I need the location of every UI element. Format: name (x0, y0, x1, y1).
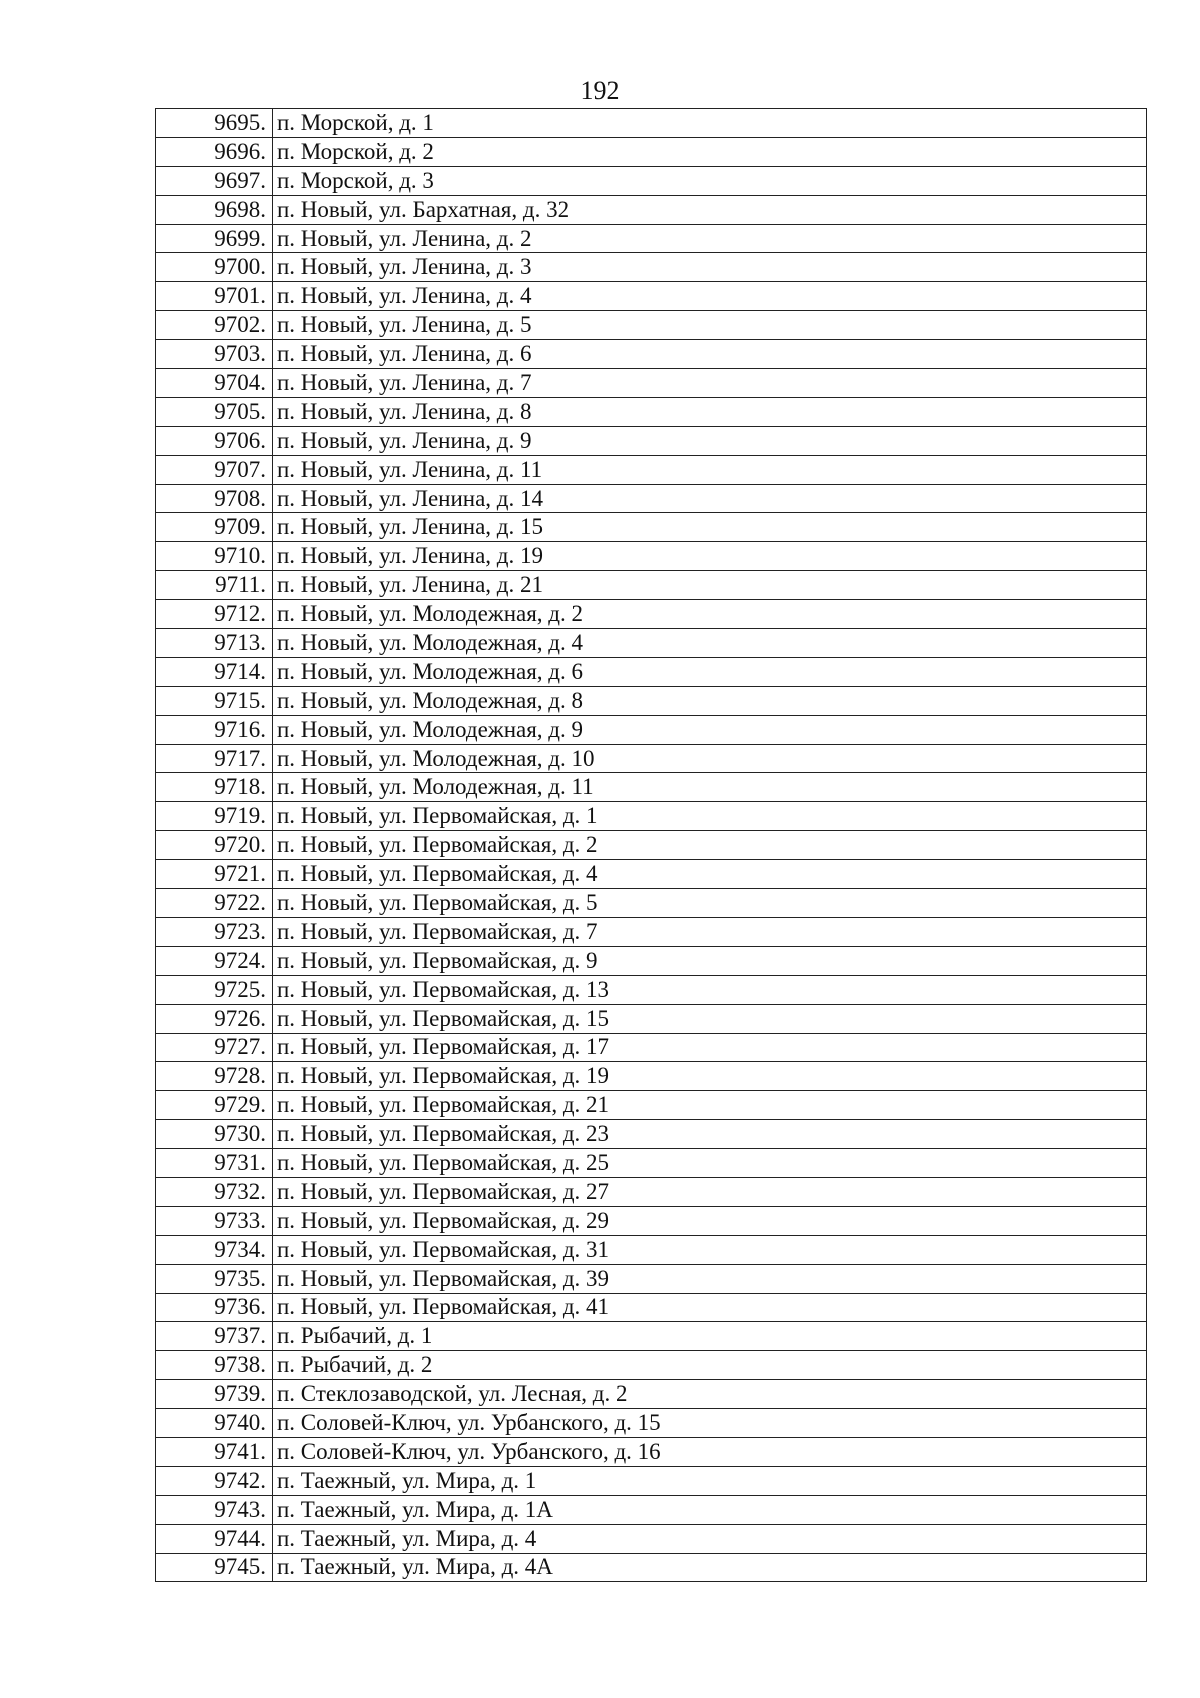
address-cell: п. Стеклозаводской, ул. Лесная, д. 2 (273, 1380, 1147, 1409)
row-number-cell: 9720. (156, 831, 273, 860)
row-number-cell: 9745. (156, 1553, 273, 1582)
address-cell: п. Морской, д. 3 (273, 166, 1147, 195)
table-row (156, 1293, 1147, 1322)
table-row (156, 860, 1147, 889)
row-number-cell: 9733. (156, 1206, 273, 1235)
table-row (156, 1553, 1147, 1582)
address-cell: п. Новый, ул. Первомайская, д. 27 (273, 1177, 1147, 1206)
table-row (156, 340, 1147, 369)
row-number-cell: 9717. (156, 744, 273, 773)
address-cell: п. Новый, ул. Молодежная, д. 4 (273, 629, 1147, 658)
address-cell: п. Новый, ул. Первомайская, д. 21 (273, 1091, 1147, 1120)
table-row (156, 1235, 1147, 1264)
row-number-cell: 9706. (156, 426, 273, 455)
table-row (156, 1409, 1147, 1438)
table-row (156, 1524, 1147, 1553)
address-cell: п. Новый, ул. Молодежная, д. 8 (273, 686, 1147, 715)
address-cell: п. Новый, ул. Ленина, д. 21 (273, 571, 1147, 600)
row-number-cell: 9723. (156, 917, 273, 946)
table-row (156, 109, 1147, 138)
row-number-cell: 9697. (156, 166, 273, 195)
table-row (156, 224, 1147, 253)
address-cell: п. Новый, ул. Молодежная, д. 2 (273, 600, 1147, 629)
address-cell: п. Новый, ул. Ленина, д. 7 (273, 369, 1147, 398)
row-number-cell: 9712. (156, 600, 273, 629)
row-number-cell: 9711. (156, 571, 273, 600)
address-cell: п. Новый, ул. Первомайская, д. 39 (273, 1264, 1147, 1293)
address-cell: п. Новый, ул. Ленина, д. 9 (273, 426, 1147, 455)
table-row (156, 484, 1147, 513)
table-row (156, 426, 1147, 455)
address-cell: п. Новый, ул. Первомайская, д. 1 (273, 802, 1147, 831)
address-table (155, 108, 1147, 1582)
row-number-cell: 9709. (156, 513, 273, 542)
table-row (156, 1466, 1147, 1495)
address-cell: п. Новый, ул. Ленина, д. 15 (273, 513, 1147, 542)
table-row (156, 397, 1147, 426)
address-cell: п. Новый, ул. Ленина, д. 5 (273, 311, 1147, 340)
address-cell: п. Новый, ул. Первомайская, д. 19 (273, 1062, 1147, 1091)
table-row (156, 889, 1147, 918)
table-row (156, 600, 1147, 629)
table-row (156, 975, 1147, 1004)
row-number-cell: 9715. (156, 686, 273, 715)
row-number-cell: 9730. (156, 1120, 273, 1149)
row-number-cell: 9727. (156, 1033, 273, 1062)
row-number-cell: 9726. (156, 1004, 273, 1033)
row-number-cell: 9731. (156, 1149, 273, 1178)
table-row (156, 311, 1147, 340)
address-cell: п. Таежный, ул. Мира, д. 4А (273, 1553, 1147, 1582)
address-cell: п. Новый, ул. Первомайская, д. 9 (273, 946, 1147, 975)
row-number-cell: 9742. (156, 1466, 273, 1495)
table-row (156, 1062, 1147, 1091)
address-cell: п. Новый, ул. Молодежная, д. 9 (273, 715, 1147, 744)
row-number-cell: 9743. (156, 1495, 273, 1524)
table-row (156, 1437, 1147, 1466)
address-cell: п. Новый, ул. Первомайская, д. 17 (273, 1033, 1147, 1062)
table-row (156, 513, 1147, 542)
address-cell: п. Новый, ул. Ленина, д. 4 (273, 282, 1147, 311)
table-row (156, 744, 1147, 773)
table-row (156, 195, 1147, 224)
address-cell: п. Новый, ул. Первомайская, д. 7 (273, 917, 1147, 946)
address-cell: п. Новый, ул. Ленина, д. 8 (273, 397, 1147, 426)
address-cell: п. Таежный, ул. Мира, д. 1 (273, 1466, 1147, 1495)
address-cell: п. Новый, ул. Первомайская, д. 29 (273, 1206, 1147, 1235)
address-cell: п. Соловей-Ключ, ул. Урбанского, д. 15 (273, 1409, 1147, 1438)
address-table-body (156, 109, 1147, 1582)
address-cell: п. Соловей-Ключ, ул. Урбанского, д. 16 (273, 1437, 1147, 1466)
address-cell: п. Новый, ул. Первомайская, д. 2 (273, 831, 1147, 860)
row-number-cell: 9695. (156, 109, 273, 138)
row-number-cell: 9703. (156, 340, 273, 369)
table-row (156, 715, 1147, 744)
row-number-cell: 9716. (156, 715, 273, 744)
address-cell: п. Новый, ул. Первомайская, д. 23 (273, 1120, 1147, 1149)
table-row (156, 946, 1147, 975)
address-cell: п. Таежный, ул. Мира, д. 1А (273, 1495, 1147, 1524)
address-cell: п. Рыбачий, д. 1 (273, 1322, 1147, 1351)
row-number-cell: 9739. (156, 1380, 273, 1409)
address-cell: п. Морской, д. 1 (273, 109, 1147, 138)
row-number-cell: 9704. (156, 369, 273, 398)
table-row (156, 1206, 1147, 1235)
table-row (156, 1120, 1147, 1149)
table-row (156, 137, 1147, 166)
address-cell: п. Новый, ул. Бархатная, д. 32 (273, 195, 1147, 224)
row-number-cell: 9736. (156, 1293, 273, 1322)
row-number-cell: 9710. (156, 542, 273, 571)
address-cell: п. Новый, ул. Ленина, д. 14 (273, 484, 1147, 513)
row-number-cell: 9741. (156, 1437, 273, 1466)
row-number-cell: 9728. (156, 1062, 273, 1091)
row-number-cell: 9707. (156, 455, 273, 484)
row-number-cell: 9744. (156, 1524, 273, 1553)
table-row (156, 1033, 1147, 1062)
table-row (156, 831, 1147, 860)
row-number-cell: 9698. (156, 195, 273, 224)
table-row (156, 282, 1147, 311)
table-row (156, 1149, 1147, 1178)
row-number-cell: 9713. (156, 629, 273, 658)
row-number-cell: 9714. (156, 657, 273, 686)
address-cell: п. Новый, ул. Первомайская, д. 15 (273, 1004, 1147, 1033)
address-cell: п. Новый, ул. Первомайская, д. 13 (273, 975, 1147, 1004)
row-number-cell: 9725. (156, 975, 273, 1004)
table-row (156, 1322, 1147, 1351)
table-row (156, 1091, 1147, 1120)
table-row (156, 1495, 1147, 1524)
page-number: 192 (580, 76, 620, 105)
table-row (156, 657, 1147, 686)
table-row (156, 455, 1147, 484)
table-row (156, 369, 1147, 398)
table-row (156, 1351, 1147, 1380)
table-row (156, 1177, 1147, 1206)
table-row (156, 1380, 1147, 1409)
address-cell: п. Новый, ул. Молодежная, д. 11 (273, 773, 1147, 802)
row-number-cell: 9701. (156, 282, 273, 311)
address-cell: п. Новый, ул. Первомайская, д. 25 (273, 1149, 1147, 1178)
row-number-cell: 9705. (156, 397, 273, 426)
row-number-cell: 9721. (156, 860, 273, 889)
address-cell: п. Новый, ул. Ленина, д. 2 (273, 224, 1147, 253)
table-row (156, 253, 1147, 282)
address-cell: п. Новый, ул. Первомайская, д. 31 (273, 1235, 1147, 1264)
row-number-cell: 9737. (156, 1322, 273, 1351)
row-number-cell: 9740. (156, 1409, 273, 1438)
address-cell: п. Новый, ул. Ленина, д. 6 (273, 340, 1147, 369)
row-number-cell: 9738. (156, 1351, 273, 1380)
table-row (156, 802, 1147, 831)
row-number-cell: 9734. (156, 1235, 273, 1264)
row-number-cell: 9732. (156, 1177, 273, 1206)
address-cell: п. Таежный, ул. Мира, д. 4 (273, 1524, 1147, 1553)
address-cell: п. Новый, ул. Ленина, д. 3 (273, 253, 1147, 282)
row-number-cell: 9700. (156, 253, 273, 282)
row-number-cell: 9729. (156, 1091, 273, 1120)
row-number-cell: 9699. (156, 224, 273, 253)
row-number-cell: 9735. (156, 1264, 273, 1293)
address-cell: п. Новый, ул. Первомайская, д. 41 (273, 1293, 1147, 1322)
table-row (156, 1004, 1147, 1033)
row-number-cell: 9722. (156, 889, 273, 918)
table-row (156, 773, 1147, 802)
address-cell: п. Новый, ул. Молодежная, д. 10 (273, 744, 1147, 773)
row-number-cell: 9718. (156, 773, 273, 802)
row-number-cell: 9708. (156, 484, 273, 513)
table-row (156, 571, 1147, 600)
table-row (156, 1264, 1147, 1293)
table-row (156, 166, 1147, 195)
address-cell: п. Новый, ул. Первомайская, д. 5 (273, 889, 1147, 918)
table-row (156, 542, 1147, 571)
table-row (156, 629, 1147, 658)
address-cell: п. Новый, ул. Ленина, д. 11 (273, 455, 1147, 484)
row-number-cell: 9719. (156, 802, 273, 831)
row-number-cell: 9696. (156, 137, 273, 166)
address-cell: п. Новый, ул. Ленина, д. 19 (273, 542, 1147, 571)
address-cell: п. Морской, д. 2 (273, 137, 1147, 166)
row-number-cell: 9724. (156, 946, 273, 975)
row-number-cell: 9702. (156, 311, 273, 340)
table-row (156, 686, 1147, 715)
table-row (156, 917, 1147, 946)
address-cell: п. Новый, ул. Первомайская, д. 4 (273, 860, 1147, 889)
address-cell: п. Рыбачий, д. 2 (273, 1351, 1147, 1380)
address-cell: п. Новый, ул. Молодежная, д. 6 (273, 657, 1147, 686)
